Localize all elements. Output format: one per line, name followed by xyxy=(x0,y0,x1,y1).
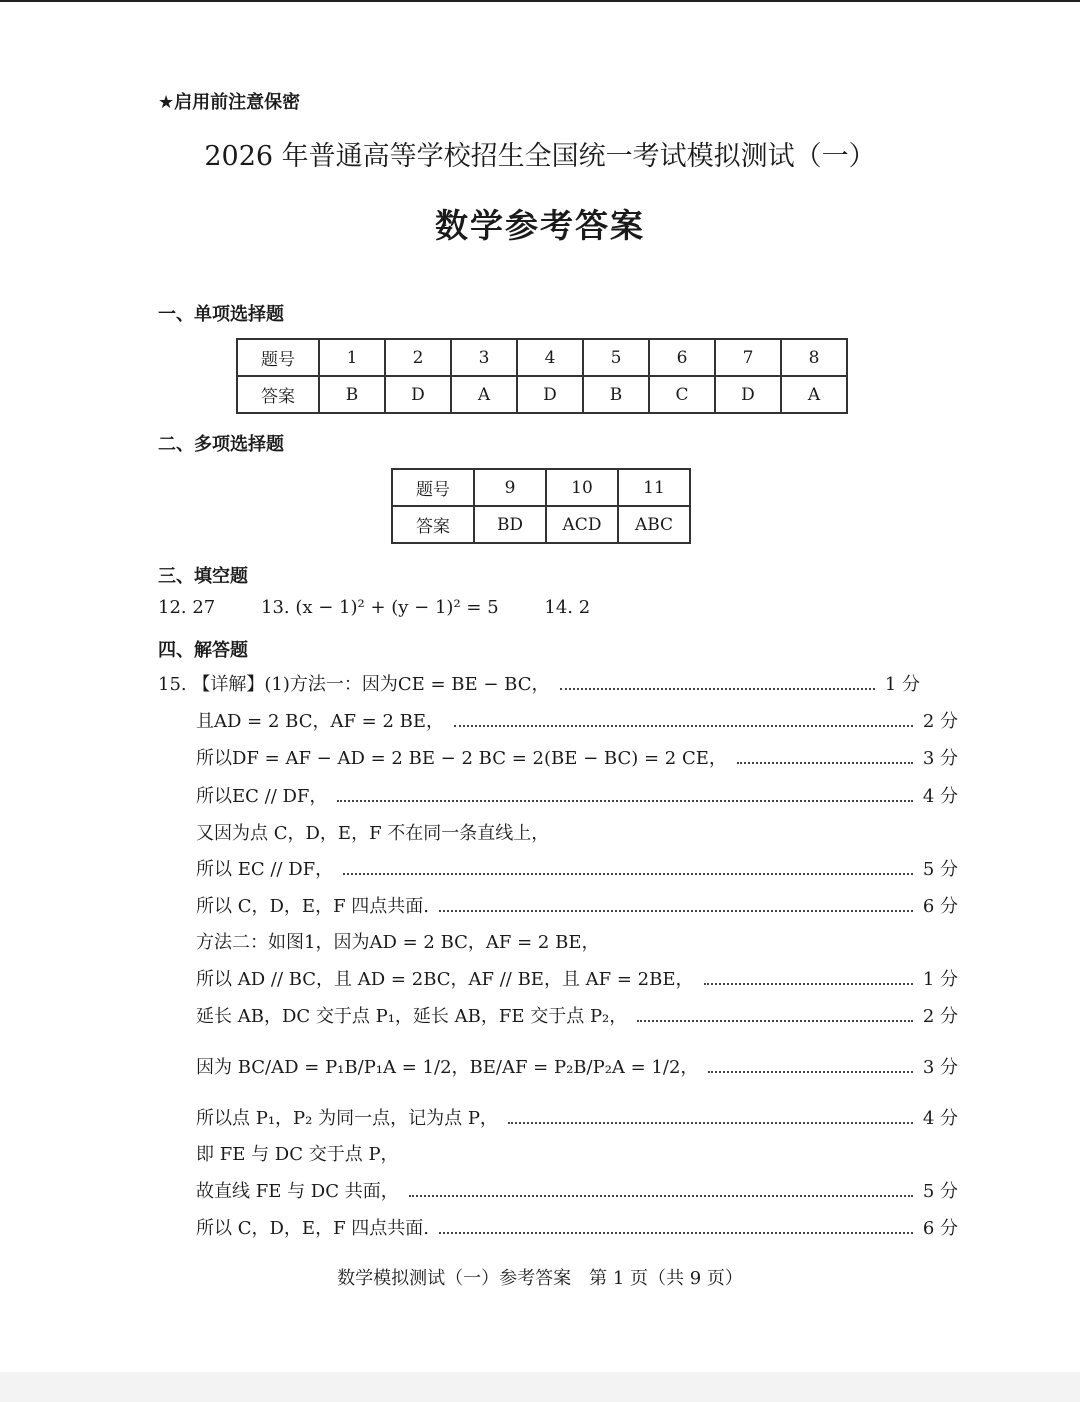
table-row xyxy=(237,339,847,376)
solution-text: 方法二：如图1，因为AD = 2 BC，AF = 2 BE， xyxy=(196,932,600,953)
answer-cell: BD xyxy=(474,506,546,543)
solution-line xyxy=(158,855,958,881)
points: 3 分 xyxy=(922,1057,958,1078)
question-number: 2 xyxy=(385,339,451,376)
question-number: 7 xyxy=(715,339,781,376)
points: 6 分 xyxy=(922,896,958,917)
answer-cell: A xyxy=(781,376,847,413)
dot-leader xyxy=(343,861,913,875)
solution-line xyxy=(158,819,958,845)
solution-line xyxy=(158,1104,958,1130)
points: 1 分 xyxy=(884,674,920,695)
question-number: 1 xyxy=(319,339,385,376)
dot-leader xyxy=(439,1220,913,1234)
solution-text: 且AD = 2 BC，AF = 2 BE， xyxy=(196,711,445,732)
points: 2 分 xyxy=(922,711,958,732)
answer-cell: B xyxy=(319,376,385,413)
question-number: 8 xyxy=(781,339,847,376)
fill-answer: 14. 2 xyxy=(544,597,591,618)
solution-text: 即 FE 与 DC 交于点 P， xyxy=(196,1144,399,1165)
table-row xyxy=(237,376,847,413)
solution-text: 所以 EC // DF， xyxy=(196,859,334,880)
solution-line xyxy=(158,1177,958,1203)
row-label: 题号 xyxy=(392,469,474,506)
fill-answer: 13. (x − 1)² + (y − 1)² = 5 xyxy=(261,597,499,618)
solution-line xyxy=(158,1002,958,1028)
solution-text: 故直线 FE 与 DC 共面， xyxy=(196,1181,399,1202)
solution-line xyxy=(158,1053,958,1079)
points: 5 分 xyxy=(922,859,958,880)
solution-line xyxy=(158,965,958,991)
answer-cell: B xyxy=(583,376,649,413)
solution-line xyxy=(158,707,958,733)
points: 1 分 xyxy=(922,969,958,990)
fill-blank-answers xyxy=(158,597,630,618)
solution-text: 又因为点 C，D，E，F 不在同一条直线上， xyxy=(196,823,550,844)
question-number: 4 xyxy=(517,339,583,376)
exam-title: 2026 年普通高等学校招生全国统一考试模拟测试（一） xyxy=(204,141,876,172)
dot-leader xyxy=(560,676,875,690)
dot-leader xyxy=(409,1183,913,1197)
solution-text: 所以 C，D，E，F 四点共面. xyxy=(196,1218,429,1239)
points: 3 分 xyxy=(922,748,958,769)
dot-leader xyxy=(708,1059,912,1073)
section-single-choice: 一、单项选择题 xyxy=(158,304,284,325)
solution-line xyxy=(158,1140,958,1166)
answer-cell: D xyxy=(385,376,451,413)
question-number: 9 xyxy=(474,469,546,506)
bottom-band xyxy=(0,1372,1080,1402)
solution-text: 所以点 P₁，P₂ 为同一点，记为点 P， xyxy=(196,1108,498,1129)
solution-text: 所以 AD // BC，且 AD = 2BC，AF // BE，且 AF = 2BE， xyxy=(196,969,694,990)
solution-line xyxy=(158,670,920,696)
points: 2 分 xyxy=(922,1006,958,1027)
section-fill-blank: 三、填空题 xyxy=(158,566,248,587)
points: 4 分 xyxy=(922,786,958,807)
question-number: 10 xyxy=(546,469,618,506)
question-number: 6 xyxy=(649,339,715,376)
solution-text: 因为 BC/AD = P₁B/P₁A = 1/2，BE/AF = P₂B/P₂A = 1/2， xyxy=(196,1057,699,1078)
dot-leader xyxy=(704,971,913,985)
solution-text: 所以EC // DF， xyxy=(196,786,328,807)
points: 5 分 xyxy=(922,1181,958,1202)
question-number: 5 xyxy=(583,339,649,376)
answer-cell: C xyxy=(649,376,715,413)
row-label: 答案 xyxy=(237,376,319,413)
answer-cell: D xyxy=(715,376,781,413)
dot-leader xyxy=(439,898,913,912)
section-multi-choice: 二、多项选择题 xyxy=(158,434,284,455)
solution-text: 所以 C，D，E，F 四点共面. xyxy=(196,896,429,917)
question-number: 3 xyxy=(451,339,517,376)
confidential-note: ★启用前注意保密 xyxy=(158,92,301,113)
dot-leader xyxy=(454,713,913,727)
section-solutions: 四、解答题 xyxy=(158,640,248,661)
solution-line xyxy=(158,744,958,770)
points: 4 分 xyxy=(922,1108,958,1129)
single-choice-table xyxy=(236,338,848,414)
solution-line xyxy=(158,892,958,918)
page-footer: 数学模拟测试（一）参考答案 第 1 页（共 9 页） xyxy=(337,1268,743,1289)
dot-leader xyxy=(737,750,913,764)
solution-text: 延长 AB，DC 交于点 P₁，延长 AB，FE 交于点 P₂， xyxy=(196,1006,628,1027)
solution-line xyxy=(158,1214,958,1240)
row-label: 题号 xyxy=(237,339,319,376)
table-row xyxy=(392,506,690,543)
top-border xyxy=(0,0,1080,2)
multi-choice-table xyxy=(391,468,691,544)
page-title: 数学参考答案 xyxy=(435,206,645,245)
dot-leader xyxy=(637,1008,913,1022)
solution-line xyxy=(158,782,958,808)
question-number: 11 xyxy=(618,469,690,506)
solution-line xyxy=(158,928,958,954)
row-label: 答案 xyxy=(392,506,474,543)
answer-cell: ABC xyxy=(618,506,690,543)
answer-cell: ACD xyxy=(546,506,618,543)
answer-cell: D xyxy=(517,376,583,413)
solution-text: 所以DF = AF − AD = 2 BE − 2 BC = 2(BE − BC) = 2 CE， xyxy=(196,748,727,769)
solution-text: 15. 【详解】(1)方法一：因为CE = BE − BC， xyxy=(158,674,550,695)
points: 6 分 xyxy=(922,1218,958,1239)
fill-answer: 12. 27 xyxy=(158,597,216,618)
dot-leader xyxy=(337,788,912,802)
table-row xyxy=(392,469,690,506)
dot-leader xyxy=(508,1110,913,1124)
answer-cell: A xyxy=(451,376,517,413)
